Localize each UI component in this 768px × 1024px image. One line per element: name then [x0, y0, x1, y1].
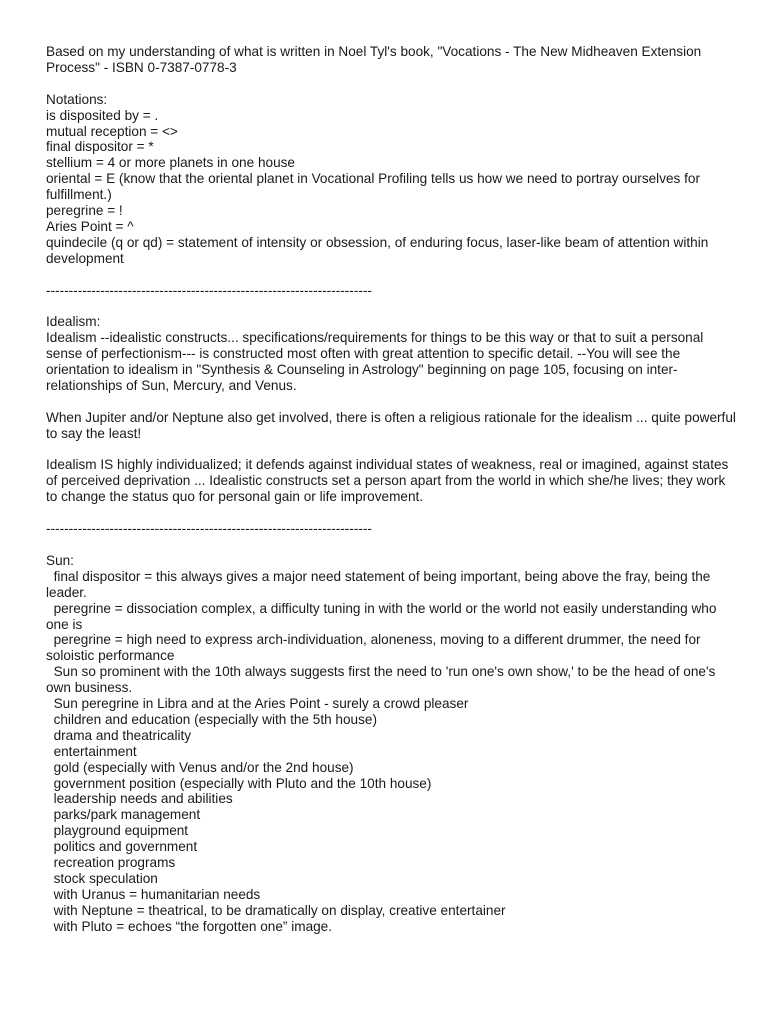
sun-list-item: Sun peregrine in Libra and at the Aries Point - surely a crowd pleaser [46, 696, 469, 712]
spacer [46, 505, 736, 521]
sun-list [46, 569, 736, 935]
notation-item: mutual reception = <> [46, 123, 178, 139]
idealism-heading: Idealism: [46, 314, 101, 330]
intro-paragraph: Based on my understanding of what is written in Noel Tyl's book, "Vocations - The New Midheaven Extension Process" - ISBN 0-7387-0778-3 [46, 44, 706, 75]
sun-list-item: children and education (especially with the 5th house) [46, 711, 377, 727]
sun-list-item: peregrine = high need to express arch-individuation, aloneness, moving to a different drummer, the need for soloistic performance [46, 632, 705, 664]
notation-item: stellium = 4 or more planets in one house [46, 155, 295, 171]
sun-list-item: with Neptune = theatrical, to be dramatically on display, creative entertainer [46, 902, 506, 918]
notations-heading: Notations: [46, 91, 108, 107]
sun-list-item: peregrine = dissociation complex, a difficulty tuning in with the world or the world not easily understanding who one is [46, 600, 721, 632]
spacer [46, 76, 736, 92]
idealism-paragraph: Idealism IS highly individualized; it defends against individual states of weakness, real or imagined, against states of perceived deprivation ... Idealistic constructs set a person apart from the world in which she/he lives; they work to change the status quo for personal gain or life improvement. [46, 457, 733, 505]
sun-list-item: stock speculation [46, 871, 158, 887]
sun-list-item: with Uranus = humanitarian needs [46, 886, 261, 902]
spacer [46, 442, 736, 458]
notation-item: quindecile (q or qd) = statement of intensity or obsession, of enduring focus, laser-like beam of attention within development [46, 234, 713, 266]
sun-list-item: government position (especially with Pluto and the 10th house) [46, 775, 432, 791]
section-separator: ------------------------------------------------------------------------ [46, 282, 372, 298]
sun-list-item: entertainment [46, 743, 137, 759]
notation-item: is disposited by = . [46, 107, 159, 123]
sun-list-item: leadership needs and abilities [46, 791, 233, 807]
section-separator: ------------------------------------------------------------------------ [46, 521, 372, 537]
sun-list-item: politics and government [46, 839, 198, 855]
sun-list-item: with Pluto = echoes “the forgotten one” image. [46, 918, 333, 934]
sun-list-item: playground equipment [46, 823, 189, 839]
spacer [46, 298, 736, 314]
spacer [46, 267, 736, 283]
notation-item: final dispositor = * [46, 139, 154, 155]
idealism-paragraph: When Jupiter and/or Neptune also get involved, there is often a religious rationale for the idealism ... quite powerful to say the least! [46, 409, 740, 441]
sun-list-item: gold (especially with Venus and/or the 2nd house) [46, 759, 354, 775]
idealism-paragraph: Idealism --idealistic constructs... specifications/requirements for things to be this way or that to suit a personal sense of perfectionism--- is constructed most often with great attention to specific detail. --You will see the orientation to idealism in "Synthesis & Counseling in Astrology" beginning on page 105, focusing on inter-relationships of Sun, Mercury, and Venus. [46, 330, 708, 393]
spacer [46, 394, 736, 410]
sun-list-item: final dispositor = this always gives a major need statement of being important, being above the fray, being the leader. [46, 568, 715, 600]
spacer [46, 537, 736, 553]
notation-item: Aries Point = ^ [46, 218, 134, 234]
sun-list-item: recreation programs [46, 855, 176, 871]
notation-item: peregrine = ! [46, 203, 123, 219]
sun-list-item: parks/park management [46, 807, 201, 823]
sun-list-item: drama and theatricality [46, 727, 192, 743]
sun-list-item: Sun so prominent with the 10th always suggests first the need to 'run one's own show,' to be the head of one's own business. [46, 664, 720, 696]
sun-heading: Sun: [46, 552, 74, 568]
document-page [46, 44, 740, 935]
notation-item: oriental = E (know that the oriental planet in Vocational Profiling tells us how we need to portray ourselves for fulfillment.) [46, 171, 704, 203]
